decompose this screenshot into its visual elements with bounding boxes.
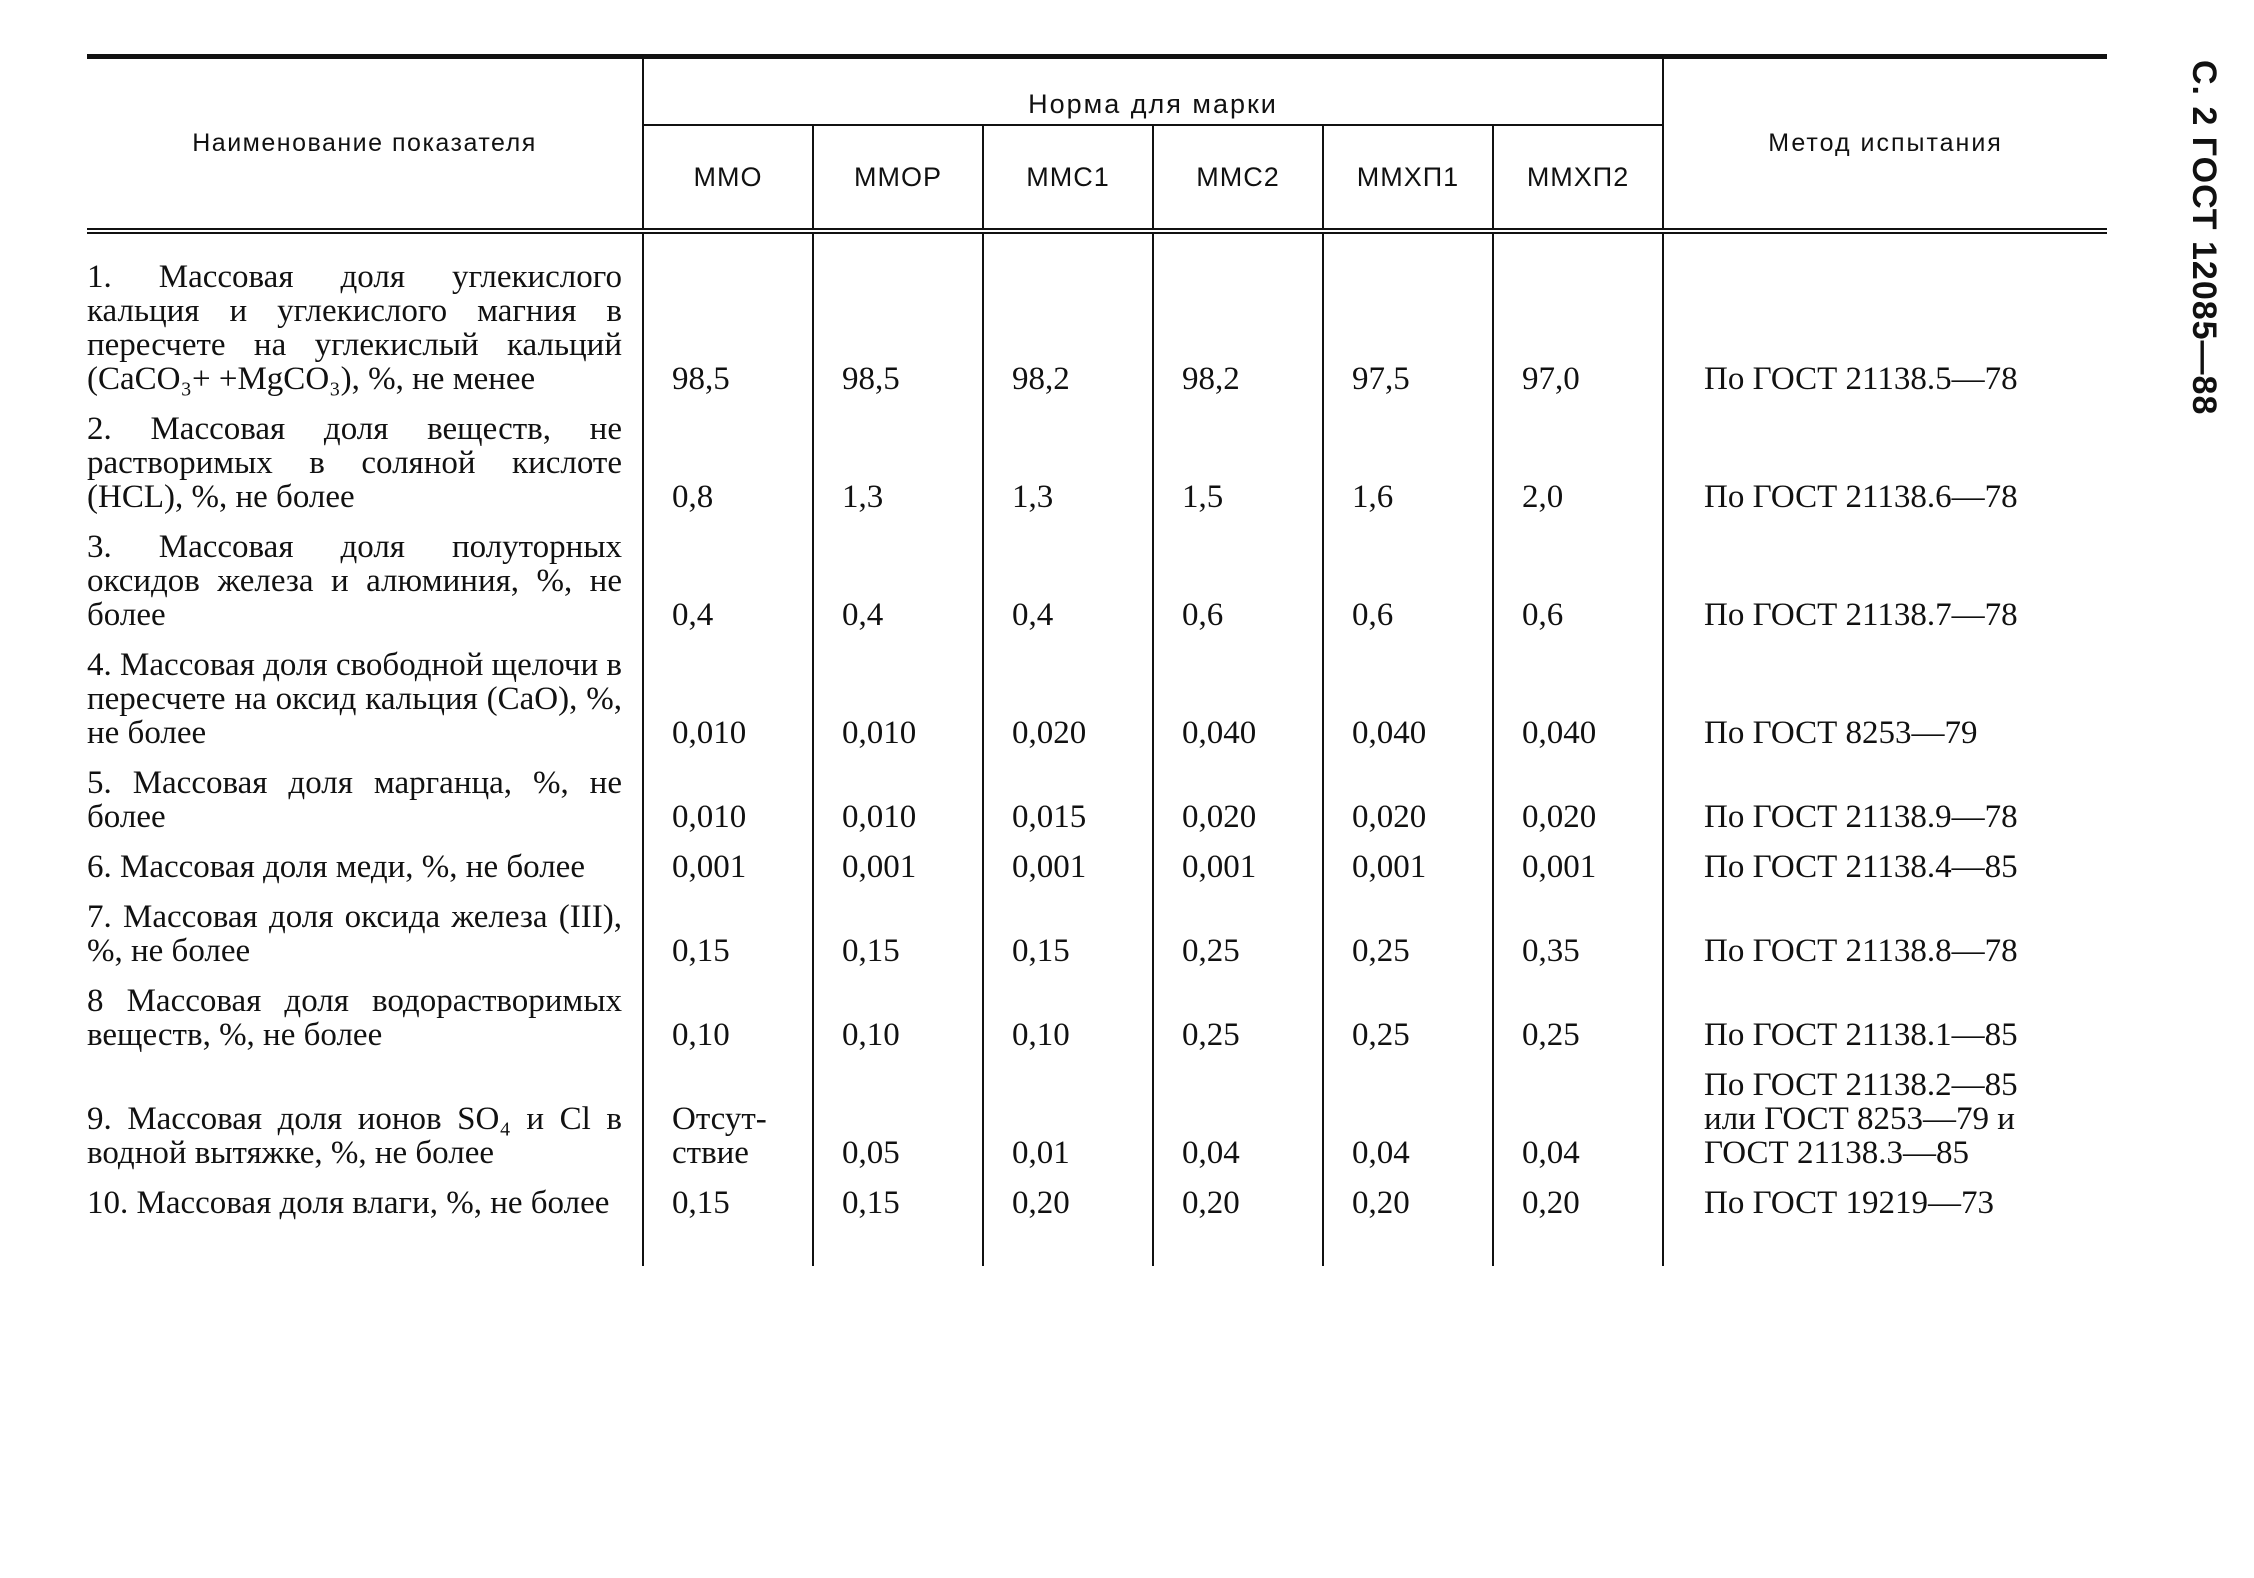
- norm-value: 0,040: [1153, 636, 1323, 754]
- table-row: [87, 518, 2107, 636]
- grade-header-4: ММС2: [1153, 125, 1323, 231]
- norm-value: 98,2: [1153, 248, 1323, 400]
- norm-value: 0,010: [643, 636, 813, 754]
- norm-value: 0,04: [1153, 1056, 1323, 1174]
- test-method: По ГОСТ 8253—79: [1704, 715, 1978, 751]
- norm-value: 0,25: [1323, 972, 1493, 1056]
- table-body: [87, 231, 2107, 1266]
- table-row: [87, 1056, 2107, 1174]
- norm-value: 0,04: [1323, 1056, 1493, 1174]
- table-row: [87, 754, 2107, 838]
- table-row: [87, 248, 2107, 400]
- norm-value: 0,6: [1153, 518, 1323, 636]
- table-row: [87, 838, 2107, 888]
- indicator-name: 6. Массовая доля меди, %, не более: [87, 838, 643, 888]
- test-method: По ГОСТ 19219—73: [1704, 1185, 1995, 1221]
- norm-value: 0,040: [1323, 636, 1493, 754]
- norm-value: 0,25: [1323, 888, 1493, 972]
- test-method: По ГОСТ 21138.8—78: [1704, 933, 2018, 969]
- test-method: По ГОСТ 21138.5—78: [1704, 361, 2018, 397]
- norm-value: 1,5: [1153, 400, 1323, 518]
- norm-value: 0,4: [813, 518, 983, 636]
- specification-table: [87, 54, 2107, 1266]
- norm-value: 0,001: [983, 838, 1153, 888]
- norm-value: 0,35: [1493, 888, 1663, 972]
- indicator-name: 7. Массовая доля оксида железа (III), %, не более: [87, 888, 643, 972]
- norm-value: 0,25: [1153, 888, 1323, 972]
- header-separator: [87, 231, 2107, 248]
- norm-value: 98,2: [983, 248, 1153, 400]
- test-method: По ГОСТ 21138.6—78: [1704, 479, 2018, 515]
- column-header-indicator: Наименование показателя: [87, 57, 643, 232]
- table-row: [87, 888, 2107, 972]
- test-method: По ГОСТ 21138.2—85 или ГОСТ 8253—79 и ГОСТ 21138.3—85: [1704, 1067, 2018, 1171]
- grade-header-5: ММХП1: [1323, 125, 1493, 231]
- norm-value: 0,15: [983, 888, 1153, 972]
- norm-value: 0,020: [1323, 754, 1493, 838]
- norm-value: 0,4: [643, 518, 813, 636]
- norm-value: 0,20: [1153, 1174, 1323, 1224]
- norm-value: 0,001: [1153, 838, 1323, 888]
- norm-value: 0,01: [983, 1056, 1153, 1174]
- table-tail: [87, 1224, 2107, 1266]
- indicator-name: 5. Массовая доля марганца, %, не более: [87, 754, 643, 838]
- indicator-name: 2. Массовая доля веществ, не растворимых в соляной кислоте (HCL), %, не более: [87, 400, 643, 518]
- norm-value: 0,001: [643, 838, 813, 888]
- norm-value: 0,001: [813, 838, 983, 888]
- norm-value: 1,6: [1323, 400, 1493, 518]
- norm-value: 0,040: [1493, 636, 1663, 754]
- norm-value: 0,015: [983, 754, 1153, 838]
- norm-value: 0,05: [813, 1056, 983, 1174]
- table-row: [87, 972, 2107, 1056]
- norm-value: 0,15: [643, 888, 813, 972]
- norm-value: 0,10: [813, 972, 983, 1056]
- indicator-name: 8 Массовая доля водорастворимых веществ, %, не более: [87, 972, 643, 1056]
- grade-header-6: ММХП2: [1493, 125, 1663, 231]
- norm-value: 1,3: [983, 400, 1153, 518]
- indicator-name: 4. Массовая доля свободной щелочи в пересчете на оксид кальция (CaO), %, не более: [87, 636, 643, 754]
- norm-value: 0,25: [1493, 972, 1663, 1056]
- norm-value: 2,0: [1493, 400, 1663, 518]
- norm-value: 97,0: [1493, 248, 1663, 400]
- norm-value: 0,020: [983, 636, 1153, 754]
- norm-value: 0,8: [643, 400, 813, 518]
- test-method: По ГОСТ 21138.7—78: [1704, 597, 2018, 633]
- grade-header-3: ММС1: [983, 125, 1153, 231]
- test-method: По ГОСТ 21138.4—85: [1704, 849, 2018, 885]
- test-method: По ГОСТ 21138.9—78: [1704, 799, 2018, 835]
- grade-header-1: ММО: [643, 125, 813, 231]
- test-method: По ГОСТ 21138.1—85: [1704, 1017, 2018, 1053]
- norm-value: 0,010: [813, 636, 983, 754]
- grade-header-2: ММОР: [813, 125, 983, 231]
- norm-value: 0,6: [1493, 518, 1663, 636]
- table-row: [87, 636, 2107, 754]
- norm-value: 0,4: [983, 518, 1153, 636]
- norm-value: 0,010: [643, 754, 813, 838]
- indicator-name: 1. Массовая доля углекислого кальция и углекислого магния в пересчете на углекислый кальций (CaCO₃+ +MgCO₃), %, не менее: [87, 248, 643, 400]
- norm-value: 0,25: [1153, 972, 1323, 1056]
- norm-value: 0,10: [983, 972, 1153, 1056]
- column-header-norm: Норма для марки: [643, 57, 1663, 126]
- norm-value: 0,15: [813, 888, 983, 972]
- norm-value: 0,020: [1493, 754, 1663, 838]
- column-header-method: Метод испытания: [1663, 57, 2107, 232]
- indicator-name: 10. Массовая доля влаги, %, не более: [87, 1174, 643, 1224]
- norm-value: 98,5: [643, 248, 813, 400]
- indicator-name: 9. Массовая доля ионов SO₄ и Cl в водной вытяжке, %, не более: [87, 1056, 643, 1174]
- table-row: [87, 1174, 2107, 1224]
- norm-value: 0,6: [1323, 518, 1493, 636]
- page-side-label: С. 2 ГОСТ 12085—88: [2185, 60, 2223, 416]
- norm-value: 0,20: [983, 1174, 1153, 1224]
- norm-value: 97,5: [1323, 248, 1493, 400]
- norm-value: 98,5: [813, 248, 983, 400]
- norm-value: 0,15: [643, 1174, 813, 1224]
- indicator-name: 3. Массовая доля полуторных оксидов железа и алюминия, %, не более: [87, 518, 643, 636]
- norm-value: 0,10: [643, 972, 813, 1056]
- norm-value: 0,001: [1493, 838, 1663, 888]
- norm-value: 0,20: [1493, 1174, 1663, 1224]
- table-row: [87, 400, 2107, 518]
- norm-value: 0,20: [1323, 1174, 1493, 1224]
- norm-value: 0,020: [1153, 754, 1323, 838]
- norm-value: 0,04: [1493, 1056, 1663, 1174]
- norm-value: 0,15: [813, 1174, 983, 1224]
- norm-value: 1,3: [813, 400, 983, 518]
- norm-value: 0,010: [813, 754, 983, 838]
- norm-value: Отсут- ствие: [643, 1056, 813, 1174]
- norm-value: 0,001: [1323, 838, 1493, 888]
